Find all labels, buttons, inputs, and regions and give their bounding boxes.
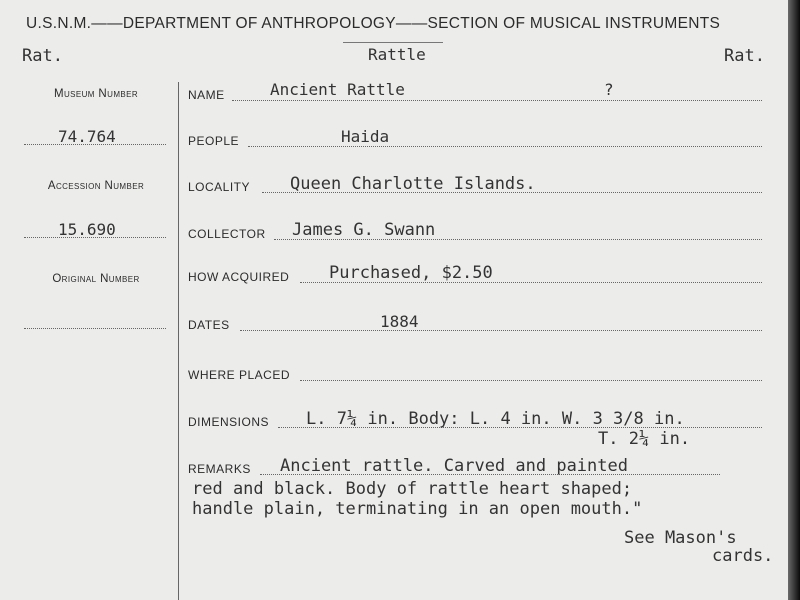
category-left: Rat. xyxy=(22,46,63,66)
collector-label: COLLECTOR xyxy=(188,227,266,241)
accession-number-line xyxy=(24,237,166,238)
name-value: Ancient Rattle xyxy=(270,80,405,99)
museum-number-label: Museum Number xyxy=(53,88,139,100)
dates-line xyxy=(240,330,762,331)
name-query: ? xyxy=(604,80,614,99)
how-acquired-value: Purchased, $2.50 xyxy=(329,263,493,283)
accession-number-value: 15.690 xyxy=(58,220,116,239)
where-placed-line xyxy=(300,380,762,381)
museum-number-line xyxy=(24,144,166,145)
accession-number-label: Accession Number xyxy=(47,180,145,192)
column-divider xyxy=(178,82,179,600)
category-right: Rat. xyxy=(724,46,765,66)
dates-value: 1884 xyxy=(380,312,419,331)
locality-value: Queen Charlotte Islands. xyxy=(290,174,536,194)
museum-number-value: 74.764 xyxy=(58,127,116,146)
people-line xyxy=(248,146,762,147)
remarks-value-line3: handle plain, terminating in an open mouth." xyxy=(192,499,643,519)
name-label: NAME xyxy=(188,88,225,102)
item-heading: Rattle xyxy=(368,45,426,64)
note-line2: cards. xyxy=(712,546,774,566)
people-value: Haida xyxy=(341,127,390,146)
card-header: U.S.N.M.——DEPARTMENT OF ANTHROPOLOGY——SECTION OF MUSICAL INSTRUMENTS xyxy=(26,15,721,32)
card-edge-shadow xyxy=(788,0,800,600)
dimensions-label: DIMENSIONS xyxy=(188,415,270,429)
name-line xyxy=(232,100,762,101)
remarks-value-line1: Ancient rattle. Carved and painted xyxy=(280,456,628,476)
original-number-line xyxy=(24,328,166,329)
dimensions-value-line2: T. 2¼ in. xyxy=(598,429,691,449)
dates-label: DATES xyxy=(188,318,230,332)
dimensions-value-line1: L. 7¼ in. Body: L. 4 in. W. 3 3/8 in. xyxy=(306,409,685,429)
original-number-label: Original Number xyxy=(52,273,140,285)
note-line1: See Mason's xyxy=(624,528,737,548)
remarks-value-line2: red and black. Body of rattle heart shaped; xyxy=(192,479,633,499)
heading-rule xyxy=(343,42,443,43)
remarks-label: REMARKS xyxy=(188,462,251,476)
collector-value: James G. Swann xyxy=(292,220,436,240)
where-placed-label: WHERE PLACED xyxy=(188,368,291,382)
people-label: PEOPLE xyxy=(188,134,240,148)
locality-label: LOCALITY xyxy=(188,180,251,194)
how-acquired-label: HOW ACQUIRED xyxy=(188,270,290,284)
